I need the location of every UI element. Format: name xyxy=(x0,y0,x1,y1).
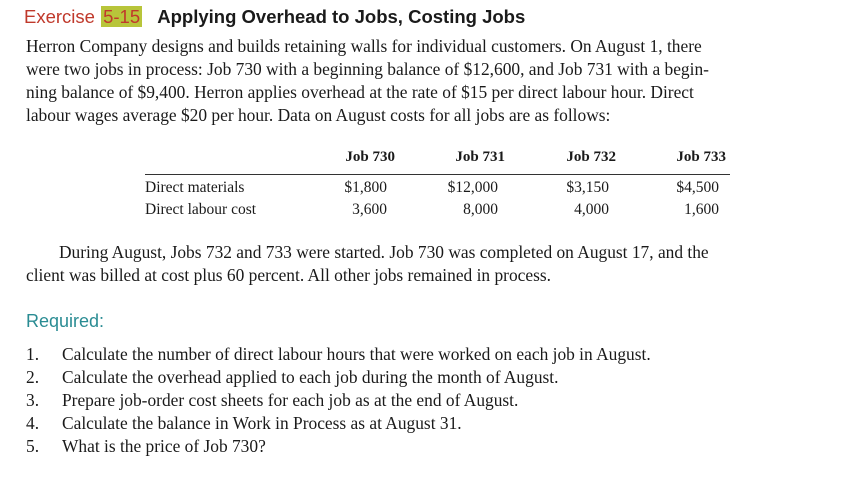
intro-paragraph xyxy=(26,35,842,127)
column-header-job-730: Job 730 xyxy=(345,149,395,165)
job-cost-table xyxy=(145,141,730,226)
table-cell: $1,800 xyxy=(344,179,387,196)
list-item xyxy=(26,343,651,366)
exercise-header xyxy=(24,4,525,30)
item-number: 2. xyxy=(26,367,40,387)
table-cell: 8,000 xyxy=(463,201,498,218)
exercise-title: Applying Overhead to Jobs, Costing Jobs xyxy=(157,6,526,27)
table-cell: $12,000 xyxy=(447,179,498,196)
row-label: Direct labour cost xyxy=(145,201,257,218)
item-text: Calculate the balance in Work in Process as at August 31. xyxy=(62,413,462,433)
table-cell: 4,000 xyxy=(574,201,609,218)
list-item xyxy=(26,366,651,389)
item-number: 4. xyxy=(26,413,40,433)
exercise-number: 5-15 xyxy=(103,6,141,27)
followup-line: During August, Jobs 732 and 733 were started. Job 730 was completed on August 17, and the xyxy=(59,242,709,262)
intro-line: Herron Company designs and builds retaining walls for individual customers. On August 1, there xyxy=(26,36,702,56)
followup-line: client was billed at cost plus 60 percent. All other jobs remained in process. xyxy=(26,265,551,285)
table-cell: $4,500 xyxy=(676,179,719,196)
followup-paragraph xyxy=(26,241,842,287)
intro-line: labour wages average $20 per hour. Data on August costs for all jobs are as follows: xyxy=(26,105,611,125)
table-cell: $3,150 xyxy=(566,179,609,196)
item-text: Calculate the number of direct labour hours that were worked on each job in August. xyxy=(62,344,651,364)
item-number: 5. xyxy=(26,436,40,456)
item-text: What is the price of Job 730? xyxy=(62,436,266,456)
row-label: Direct materials xyxy=(145,179,245,196)
table-cell: 3,600 xyxy=(352,201,387,218)
required-heading: Required: xyxy=(26,311,105,331)
exercise-label: Exercise xyxy=(24,6,95,27)
item-text: Calculate the overhead applied to each job during the month of August. xyxy=(62,367,559,387)
item-text: Prepare job-order cost sheets for each job as at the end of August. xyxy=(62,390,519,410)
header-rule xyxy=(145,174,730,175)
item-number: 1. xyxy=(26,344,40,364)
table-cell: 1,600 xyxy=(684,201,719,218)
column-header-job-733: Job 733 xyxy=(676,149,726,165)
column-header-job-732: Job 732 xyxy=(566,149,616,165)
required-list xyxy=(26,343,651,458)
intro-line: were two jobs in process: Job 730 with a beginning balance of $12,600, and Job 731 with a begin- xyxy=(26,59,709,79)
intro-line: ning balance of $9,400. Herron applies overhead at the rate of $15 per direct labour hour. Direct xyxy=(26,82,694,102)
column-header-job-731: Job 731 xyxy=(455,149,505,165)
list-item xyxy=(26,389,651,412)
item-number: 3. xyxy=(26,390,40,410)
list-item xyxy=(26,412,651,435)
list-item xyxy=(26,435,651,458)
